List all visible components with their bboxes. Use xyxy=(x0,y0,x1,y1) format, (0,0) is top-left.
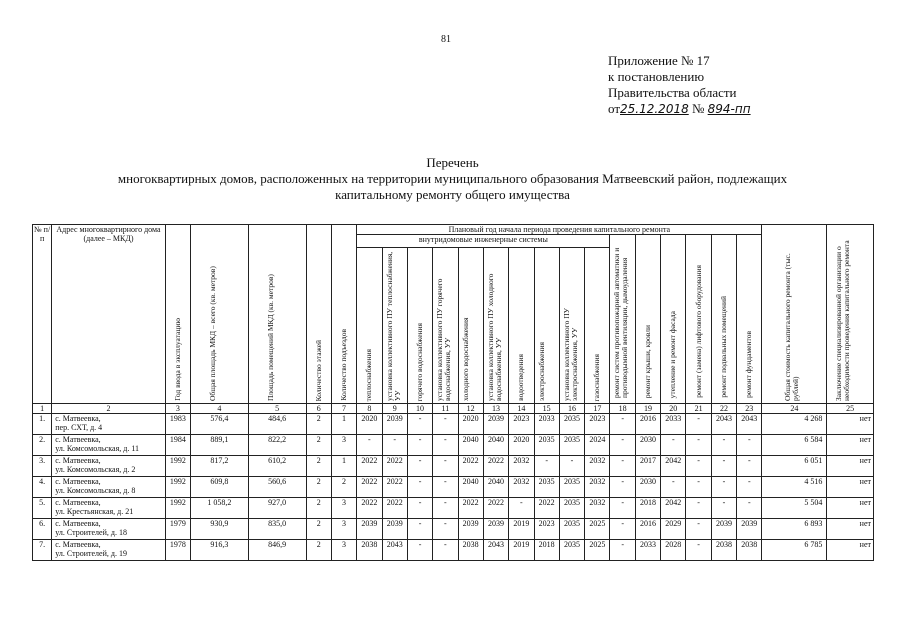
area-total-cell: 817,2 xyxy=(191,456,249,477)
header-address: Адрес многоквартирного дома (далее – МКД) xyxy=(52,225,165,404)
header-col: водоотведения xyxy=(509,248,534,404)
area-total-cell: 916,3 xyxy=(191,540,249,561)
table-row xyxy=(33,540,874,561)
conclusion-cell: нет xyxy=(827,414,874,435)
plan-year-cell: 2039 xyxy=(711,519,736,540)
area-premises-cell: 484,6 xyxy=(248,414,306,435)
header-col: ремонт крыши, кровли xyxy=(635,235,660,404)
table-row xyxy=(33,498,874,519)
page-number: 81 xyxy=(441,34,451,45)
area-premises-cell: 610,2 xyxy=(248,456,306,477)
floors-cell: 2 xyxy=(306,519,331,540)
plan-year-cell: - xyxy=(559,456,584,477)
plan-year-cell: 2020 xyxy=(509,435,534,456)
column-number: 12 xyxy=(458,404,483,414)
row-number: 5. xyxy=(33,498,52,519)
plan-year-cell: 2043 xyxy=(382,540,407,561)
number-sign: № xyxy=(691,101,705,116)
header-area-total: Общая площадь МКД – всего (кв. метров) xyxy=(191,225,249,404)
plan-year-cell: 2035 xyxy=(559,540,584,561)
plan-year-cell: 2016 xyxy=(635,414,660,435)
plan-year-cell: 2032 xyxy=(585,498,610,519)
column-number: 19 xyxy=(635,404,660,414)
column-number: 1 xyxy=(33,404,52,414)
row-number: 3. xyxy=(33,456,52,477)
address-cell xyxy=(52,435,165,456)
column-number: 7 xyxy=(331,404,356,414)
area-total-cell: 889,1 xyxy=(191,435,249,456)
plan-year-cell: 2019 xyxy=(509,519,534,540)
plan-year-cell: 2023 xyxy=(509,414,534,435)
plan-year-cell: 2032 xyxy=(509,456,534,477)
plan-year-cell: - xyxy=(407,519,432,540)
plan-year-cell: - xyxy=(407,477,432,498)
plan-year-cell: 2039 xyxy=(737,519,762,540)
plan-year-cell: 2022 xyxy=(458,456,483,477)
plan-year-cell: 2038 xyxy=(357,540,382,561)
plan-year-cell: - xyxy=(433,519,458,540)
address-line: с. Матвеевка, xyxy=(55,414,101,423)
header-col: ремонт систем противопожарной автоматики и противодымной вентиляции, дымоудаления xyxy=(610,235,635,404)
column-number: 6 xyxy=(306,404,331,414)
appendix-line: Приложение № 17 xyxy=(608,53,710,68)
header-col: установка коллективного ПУ горячего водоснабжения, УУ xyxy=(433,248,458,404)
column-number: 13 xyxy=(483,404,508,414)
header-col: теплоснабжения xyxy=(357,248,382,404)
year-cell: 1992 xyxy=(165,498,190,519)
column-number: 8 xyxy=(357,404,382,414)
entrances-cell: 1 xyxy=(331,456,356,477)
plan-year-cell: 2022 xyxy=(382,477,407,498)
plan-year-cell: - xyxy=(610,456,635,477)
plan-year-cell: - xyxy=(433,435,458,456)
handwritten-date: 25.12.2018 xyxy=(620,102,689,116)
area-total-cell: 609,8 xyxy=(191,477,249,498)
plan-year-cell: 2042 xyxy=(661,456,686,477)
plan-year-cell: - xyxy=(686,477,711,498)
plan-year-cell: 2032 xyxy=(585,456,610,477)
plan-year-cell: - xyxy=(433,498,458,519)
plan-year-cell: 2023 xyxy=(585,414,610,435)
header-cost: Общая стоимость капитального ремонта (тыс. рублей) xyxy=(762,225,827,404)
plan-year-cell: 2040 xyxy=(483,435,508,456)
document-subtitle-2: капитальному ремонту общего имущества xyxy=(335,187,570,202)
entrances-cell: 3 xyxy=(331,435,356,456)
plan-year-cell: 2039 xyxy=(483,414,508,435)
plan-year-cell: - xyxy=(610,477,635,498)
year-cell: 1992 xyxy=(165,477,190,498)
header-col: установка коллективного ПУ теплоснабжения, УУ xyxy=(382,248,407,404)
plan-year-cell: 2017 xyxy=(635,456,660,477)
address-line: пер. СХТ, д. 4 xyxy=(55,423,103,432)
plan-year-cell: 2030 xyxy=(635,435,660,456)
plan-year-cell: - xyxy=(686,540,711,561)
plan-year-cell: - xyxy=(737,456,762,477)
table-row xyxy=(33,414,874,435)
row-number: 1. xyxy=(33,414,52,435)
floors-cell: 2 xyxy=(306,414,331,435)
header-conclusion: Заключение специализированной организации о необходимости проведения капитального ремонта xyxy=(827,225,874,404)
plan-year-cell: - xyxy=(686,435,711,456)
plan-year-cell: 2020 xyxy=(357,414,382,435)
plan-year-cell: 2035 xyxy=(559,477,584,498)
plan-year-cell: - xyxy=(407,540,432,561)
houses-table xyxy=(32,224,874,561)
plan-year-cell: 2040 xyxy=(483,477,508,498)
plan-year-cell: 2032 xyxy=(585,477,610,498)
row-number: 6. xyxy=(33,519,52,540)
plan-year-cell: 2040 xyxy=(458,477,483,498)
plan-year-cell: 2039 xyxy=(483,519,508,540)
plan-year-cell: - xyxy=(433,414,458,435)
column-number: 11 xyxy=(433,404,458,414)
plan-year-cell: - xyxy=(407,435,432,456)
plan-year-cell: 2039 xyxy=(458,519,483,540)
entrances-cell: 3 xyxy=(331,540,356,561)
plan-year-cell: - xyxy=(686,498,711,519)
column-number: 18 xyxy=(610,404,635,414)
table-row xyxy=(33,477,874,498)
area-premises-cell: 927,0 xyxy=(248,498,306,519)
document-subtitle: многоквартирных домов, расположенных на территории муниципального образования Матвеевский район, подлежащих xyxy=(117,171,788,186)
plan-year-cell: 2022 xyxy=(357,477,382,498)
header-area-premises: Площадь помещений МКД (кв. метров) xyxy=(248,225,306,404)
handwritten-number: 894-пп xyxy=(707,102,751,116)
plan-year-cell: 2035 xyxy=(534,477,559,498)
plan-year-cell: 2035 xyxy=(559,414,584,435)
column-number: 9 xyxy=(382,404,407,414)
plan-year-cell: - xyxy=(711,477,736,498)
column-number: 20 xyxy=(661,404,686,414)
column-number: 21 xyxy=(686,404,711,414)
plan-year-cell: 2019 xyxy=(509,540,534,561)
plan-year-cell: 2022 xyxy=(458,498,483,519)
plan-year-cell: - xyxy=(433,540,458,561)
plan-year-cell: - xyxy=(711,435,736,456)
plan-year-cell: 2016 xyxy=(635,519,660,540)
cost-cell: 4 516 xyxy=(762,477,827,498)
address-line: ул. Комсомольская, д. 8 xyxy=(55,486,136,495)
header-col: электроснабжения xyxy=(534,248,559,404)
header-col: газоснабжения xyxy=(585,248,610,404)
plan-year-cell: 2033 xyxy=(661,414,686,435)
entrances-cell: 3 xyxy=(331,519,356,540)
floors-cell: 2 xyxy=(306,477,331,498)
area-premises-cell: 846,9 xyxy=(248,540,306,561)
cost-cell: 5 504 xyxy=(762,498,827,519)
plan-year-cell: 2039 xyxy=(357,519,382,540)
plan-year-cell: 2043 xyxy=(737,414,762,435)
floors-cell: 2 xyxy=(306,456,331,477)
plan-year-cell: - xyxy=(407,414,432,435)
header-col: холодного водоснабжения xyxy=(458,248,483,404)
plan-year-cell: 2039 xyxy=(382,519,407,540)
column-number: 4 xyxy=(191,404,249,414)
column-number: 16 xyxy=(559,404,584,414)
address-line: с. Матвеевка, xyxy=(55,540,101,549)
table-row xyxy=(33,435,874,456)
column-number: 17 xyxy=(585,404,610,414)
conclusion-cell: нет xyxy=(827,519,874,540)
plan-year-cell: 2029 xyxy=(661,519,686,540)
area-premises-cell: 822,2 xyxy=(248,435,306,456)
table-row xyxy=(33,519,874,540)
cost-cell: 4 268 xyxy=(762,414,827,435)
plan-year-cell: - xyxy=(661,435,686,456)
column-number: 2 xyxy=(52,404,165,414)
header-col: ремонт подвальных помещений xyxy=(711,235,736,404)
plan-year-cell: - xyxy=(737,435,762,456)
year-cell: 1983 xyxy=(165,414,190,435)
plan-year-cell: - xyxy=(433,456,458,477)
plan-year-cell: 2022 xyxy=(534,498,559,519)
plan-year-cell: 2043 xyxy=(711,414,736,435)
plan-year-cell: 2039 xyxy=(382,414,407,435)
floors-cell: 2 xyxy=(306,540,331,561)
plan-year-cell: - xyxy=(509,498,534,519)
column-number: 25 xyxy=(827,404,874,414)
entrances-cell: 3 xyxy=(331,498,356,519)
plan-year-cell: - xyxy=(737,498,762,519)
plan-year-cell: 2038 xyxy=(711,540,736,561)
cost-cell: 6 893 xyxy=(762,519,827,540)
plan-year-cell: 2024 xyxy=(585,435,610,456)
address-cell xyxy=(52,498,165,519)
address-line: ул. Комсомольская, д. 11 xyxy=(55,444,140,453)
address-cell xyxy=(52,519,165,540)
address-line: с. Матвеевка, xyxy=(55,477,101,486)
plan-year-cell: 2033 xyxy=(635,540,660,561)
plan-year-cell: 2022 xyxy=(382,456,407,477)
appendix-line: Правительства области xyxy=(608,85,737,100)
header-col: установка коллективного ПУ холодного водоснабжения, УУ xyxy=(483,248,508,404)
area-total-cell: 1 058,2 xyxy=(191,498,249,519)
table-row xyxy=(33,456,874,477)
appendix-line: к постановлению xyxy=(608,69,705,84)
conclusion-cell: нет xyxy=(827,498,874,519)
column-number: 22 xyxy=(711,404,736,414)
year-cell: 1978 xyxy=(165,540,190,561)
plan-year-cell: - xyxy=(534,456,559,477)
address-line: ул. Комсомольская, д. 2 xyxy=(55,465,136,474)
address-cell xyxy=(52,414,165,435)
address-cell xyxy=(52,456,165,477)
plan-year-cell: - xyxy=(357,435,382,456)
plan-year-cell: 2038 xyxy=(458,540,483,561)
plan-year-cell: - xyxy=(610,519,635,540)
address-line: с. Матвеевка, xyxy=(55,519,101,528)
conclusion-cell: нет xyxy=(827,435,874,456)
conclusion-cell: нет xyxy=(827,477,874,498)
column-number: 15 xyxy=(534,404,559,414)
plan-year-cell: - xyxy=(382,435,407,456)
address-cell xyxy=(52,540,165,561)
plan-year-cell: 2022 xyxy=(483,498,508,519)
plan-year-cell: 2022 xyxy=(357,456,382,477)
plan-year-cell: 2025 xyxy=(585,519,610,540)
header-col: горячего водоснабжения xyxy=(407,248,432,404)
header-floors: Количество этажей xyxy=(306,225,331,404)
address-cell xyxy=(52,477,165,498)
column-number: 23 xyxy=(737,404,762,414)
column-number: 3 xyxy=(165,404,190,414)
row-number: 4. xyxy=(33,477,52,498)
header-num: № п/п xyxy=(33,225,52,404)
plan-year-cell: 2035 xyxy=(559,519,584,540)
header-entrances: Количество подъездов xyxy=(331,225,356,404)
plan-year-cell: 2032 xyxy=(509,477,534,498)
row-number: 7. xyxy=(33,540,52,561)
plan-year-cell: 2035 xyxy=(559,498,584,519)
column-number: 5 xyxy=(248,404,306,414)
header-year: Год ввода в эксплуатацию xyxy=(165,225,190,404)
plan-year-cell: 2020 xyxy=(458,414,483,435)
area-premises-cell: 835,0 xyxy=(248,519,306,540)
plan-year-cell: - xyxy=(407,456,432,477)
area-total-cell: 576,4 xyxy=(191,414,249,435)
floors-cell: 2 xyxy=(306,435,331,456)
address-line: ул. Строителей, д. 19 xyxy=(55,549,127,558)
plan-year-cell: 2022 xyxy=(357,498,382,519)
year-cell: 1979 xyxy=(165,519,190,540)
entrances-cell: 1 xyxy=(331,414,356,435)
header-col: ремонт фундаментов xyxy=(737,235,762,404)
plan-year-cell: 2038 xyxy=(737,540,762,561)
floors-cell: 2 xyxy=(306,498,331,519)
date-prefix: от xyxy=(608,101,621,116)
plan-year-cell: - xyxy=(686,519,711,540)
plan-year-cell: - xyxy=(686,456,711,477)
cost-cell: 6 051 xyxy=(762,456,827,477)
plan-year-cell: - xyxy=(610,435,635,456)
area-total-cell: 930,9 xyxy=(191,519,249,540)
plan-year-cell: 2030 xyxy=(635,477,660,498)
document-title: Перечень xyxy=(426,155,479,170)
plan-year-cell: 2028 xyxy=(661,540,686,561)
area-premises-cell: 560,6 xyxy=(248,477,306,498)
header-col: установка коллективного ПУ электроснабжения, УУ xyxy=(559,248,584,404)
appendix-date-line xyxy=(608,101,751,117)
plan-year-cell: 2043 xyxy=(483,540,508,561)
conclusion-cell: нет xyxy=(827,540,874,561)
plan-year-cell: 2042 xyxy=(661,498,686,519)
plan-year-cell: 2022 xyxy=(483,456,508,477)
conclusion-cell: нет xyxy=(827,456,874,477)
header-engineering: внутридомовые инженерные системы xyxy=(357,235,610,248)
plan-year-cell: - xyxy=(711,456,736,477)
address-line: с. Матвеевка, xyxy=(55,456,101,465)
address-line: с. Матвеевка, xyxy=(55,498,101,507)
address-line: с. Матвеевка, xyxy=(55,435,101,444)
plan-year-cell: 2035 xyxy=(534,435,559,456)
plan-year-cell: - xyxy=(686,414,711,435)
plan-year-cell: - xyxy=(407,498,432,519)
plan-year-cell: 2022 xyxy=(382,498,407,519)
plan-year-cell: - xyxy=(610,414,635,435)
header-col: утепление и ремонт фасада xyxy=(661,235,686,404)
plan-year-cell: - xyxy=(610,498,635,519)
plan-year-cell: - xyxy=(711,498,736,519)
plan-year-cell: 2018 xyxy=(635,498,660,519)
column-number: 14 xyxy=(509,404,534,414)
header-plan: Плановый год начала периода проведения капитального ремонта xyxy=(357,225,762,235)
address-line: ул. Крестьянская, д. 21 xyxy=(55,507,134,516)
address-line: ул. Строителей, д. 18 xyxy=(55,528,127,537)
plan-year-cell: 2023 xyxy=(534,519,559,540)
plan-year-cell: 2040 xyxy=(458,435,483,456)
plan-year-cell: 2018 xyxy=(534,540,559,561)
plan-year-cell: - xyxy=(610,540,635,561)
cost-cell: 6 785 xyxy=(762,540,827,561)
plan-year-cell: - xyxy=(737,477,762,498)
year-cell: 1992 xyxy=(165,456,190,477)
plan-year-cell: 2035 xyxy=(559,435,584,456)
header-col: ремонт (замена) лифтового оборудования xyxy=(686,235,711,404)
column-number: 10 xyxy=(407,404,432,414)
plan-year-cell: - xyxy=(433,477,458,498)
cost-cell: 6 584 xyxy=(762,435,827,456)
column-number: 24 xyxy=(762,404,827,414)
appendix-header xyxy=(608,53,751,117)
plan-year-cell: - xyxy=(661,477,686,498)
plan-year-cell: 2025 xyxy=(585,540,610,561)
column-numbers-row xyxy=(33,404,874,414)
row-number: 2. xyxy=(33,435,52,456)
plan-year-cell: 2033 xyxy=(534,414,559,435)
entrances-cell: 2 xyxy=(331,477,356,498)
year-cell: 1984 xyxy=(165,435,190,456)
